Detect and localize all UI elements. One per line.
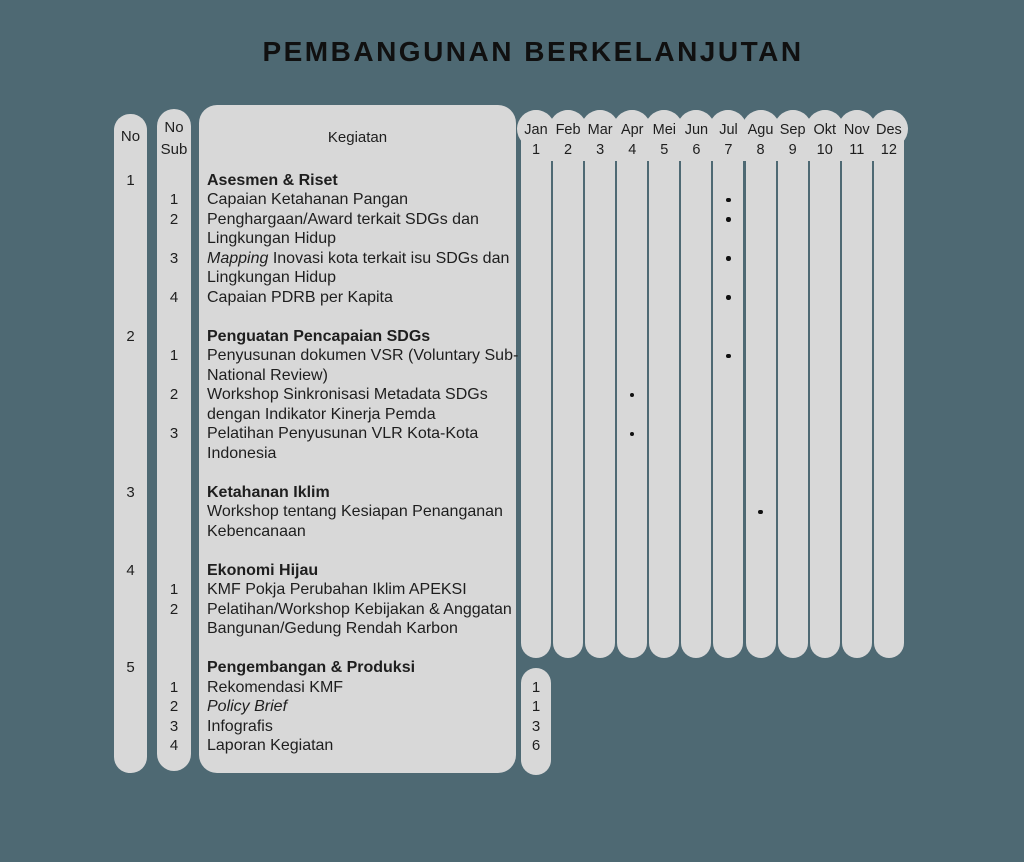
activity-line (207, 190, 408, 210)
month-name: Des (875, 122, 902, 138)
schedule-dot-jul (726, 256, 731, 261)
activity-text: Workshop tentang Kesiapan Penanganan (207, 503, 503, 520)
month-column-okt (810, 110, 840, 658)
item-no-sub: 1 (169, 191, 179, 208)
item-no-sub: 1 (169, 347, 179, 364)
schedule-dot-jul (726, 354, 731, 359)
activity-line (207, 619, 458, 639)
section-no: 4 (126, 561, 135, 579)
month-number: 10 (816, 142, 833, 158)
month-column-jul (713, 110, 743, 658)
jan-count: 3 (531, 717, 541, 735)
column-no-header: No (120, 128, 141, 145)
month-column-jan (521, 110, 551, 658)
activity-line (207, 502, 503, 522)
item-no-sub: 2 (169, 386, 179, 403)
month-label-jan (521, 120, 551, 160)
month-label-nov (842, 120, 872, 160)
column-no-sub-header-line1: No (164, 119, 184, 136)
month-name: Agu (747, 122, 774, 138)
activity-line (207, 444, 276, 464)
column-kegiatan-header: Kegiatan (327, 129, 388, 146)
activity-line (207, 405, 436, 425)
jan-count: 1 (531, 698, 541, 715)
activity-text: Pelatihan Penyusunan VLR Kota-Kota (207, 425, 479, 442)
activity-text: Penghargaan/Award terkait SDGs dan (207, 210, 479, 228)
month-label-des (874, 120, 904, 160)
month-name: Sep (779, 122, 806, 138)
item-no-sub: 1 (169, 581, 179, 598)
activity-line (207, 366, 328, 386)
activity-line (207, 249, 509, 269)
activity-line (207, 522, 306, 542)
item-no-sub: 4 (169, 737, 179, 754)
activity-text: Capaian PDRB per Kapita (207, 288, 393, 306)
jan-count: 1 (531, 678, 541, 696)
activity-line (207, 424, 478, 444)
activity-line (207, 736, 333, 756)
column-no-sub-header-line2: Sub (160, 141, 188, 158)
activity-text: Capaian Ketahanan Pangan (207, 191, 409, 208)
activity-line (207, 229, 336, 249)
month-column-des (874, 110, 904, 658)
month-label-feb (553, 120, 583, 160)
column-no-sub-header (157, 117, 191, 161)
month-number: 12 (880, 142, 897, 158)
month-label-mar (585, 120, 615, 160)
month-label-sep (778, 120, 808, 160)
activity-text: Policy Brief (207, 698, 288, 715)
month-label-mei (649, 120, 679, 160)
month-label-agu (746, 120, 776, 160)
item-no-sub: 3 (169, 249, 179, 267)
section-header: Pengembangan & Produksi (207, 659, 416, 676)
activity-text: Inovasi kota terkait isu SDGs dan (268, 249, 510, 267)
month-column-mar (585, 110, 615, 658)
activity-text: Workshop Sinkronisasi Metadata SDGs (207, 386, 488, 403)
section-header: Ketahanan Iklim (207, 483, 330, 501)
activity-text: dengan Indikator Kinerja Pemda (207, 405, 436, 423)
month-label-jul (713, 120, 743, 160)
month-column-sep (778, 110, 808, 658)
item-no-sub: 3 (169, 717, 179, 735)
item-no-sub: 2 (169, 698, 179, 715)
month-number: 8 (756, 142, 765, 158)
section-no: 3 (126, 483, 135, 501)
activity-line (207, 678, 343, 698)
page-title: PEMBANGUNAN BERKELANJUTAN (262, 36, 804, 67)
activity-line (207, 600, 512, 620)
activity-text: Mapping (207, 249, 269, 267)
activity-line (207, 210, 479, 230)
month-number: 6 (692, 142, 701, 158)
activity-text: Indonesia (207, 444, 277, 462)
schedule-dot-jul (726, 198, 731, 203)
month-column-mei (649, 110, 679, 658)
activity-line (207, 288, 393, 308)
month-number: 3 (596, 142, 605, 158)
section-no: 2 (126, 327, 135, 345)
activity-text: Laporan Kegiatan (207, 737, 334, 754)
item-no-sub: 3 (169, 425, 179, 442)
month-name: Jan (524, 122, 548, 138)
month-name: Apr (620, 122, 644, 138)
item-no-sub: 1 (169, 678, 179, 696)
activity-line (207, 580, 467, 600)
month-name: Mar (587, 122, 613, 138)
jan-count: 6 (531, 737, 541, 754)
activity-text: Rekomendasi KMF (207, 678, 344, 696)
section-no: 5 (126, 659, 135, 676)
activity-text: Kebencanaan (207, 522, 306, 540)
month-name: Mei (652, 122, 676, 138)
month-number: 4 (628, 142, 637, 158)
activity-line (207, 385, 488, 405)
activity-text: Infografis (207, 717, 273, 735)
month-column-apr (617, 110, 647, 658)
activity-line (207, 717, 273, 737)
activity-text: Lingkungan Hidup (207, 230, 336, 247)
activity-text: KMF Pokja Perubahan Iklim APEKSI (207, 581, 467, 598)
schedule-dot-agu (758, 510, 763, 515)
month-number: 1 (531, 142, 541, 158)
schedule-dot-jul (726, 217, 731, 222)
month-name: Jul (719, 122, 738, 138)
month-column-jun (681, 110, 711, 658)
activity-text: Lingkungan Hidup (207, 269, 336, 286)
activity-line (207, 697, 287, 717)
month-number: 9 (788, 142, 797, 158)
schedule-dot-jul (726, 295, 731, 300)
section-header: Ekonomi Hijau (207, 561, 319, 579)
item-no-sub: 2 (169, 600, 179, 618)
activity-line (207, 346, 518, 366)
month-number: 11 (849, 142, 865, 158)
month-label-okt (810, 120, 840, 160)
month-column-feb (553, 110, 583, 658)
month-label-jun (681, 120, 711, 160)
activity-text: Bangunan/Gedung Rendah Karbon (207, 620, 458, 637)
section-no: 1 (126, 171, 135, 189)
activity-text: Pelatihan/Workshop Kebijakan & Anggatan (207, 600, 512, 618)
month-number: 2 (564, 142, 573, 158)
month-column-agu (746, 110, 776, 658)
month-column-nov (842, 110, 872, 658)
activity-text: Penyusunan dokumen VSR (Voluntary Sub- (207, 347, 519, 364)
month-number: 7 (724, 142, 733, 158)
item-no-sub: 2 (169, 210, 179, 228)
activity-text: National Review) (207, 366, 328, 384)
month-name: Okt (813, 122, 836, 138)
activity-line (207, 268, 336, 288)
section-header: Asesmen & Riset (207, 171, 338, 189)
section-header: Penguatan Pencapaian SDGs (207, 327, 431, 345)
month-number: 5 (660, 142, 669, 158)
month-name: Jun (684, 122, 709, 138)
month-label-apr (617, 120, 647, 160)
month-name: Nov (843, 122, 870, 138)
month-name: Feb (555, 122, 581, 138)
item-no-sub: 4 (169, 288, 179, 306)
